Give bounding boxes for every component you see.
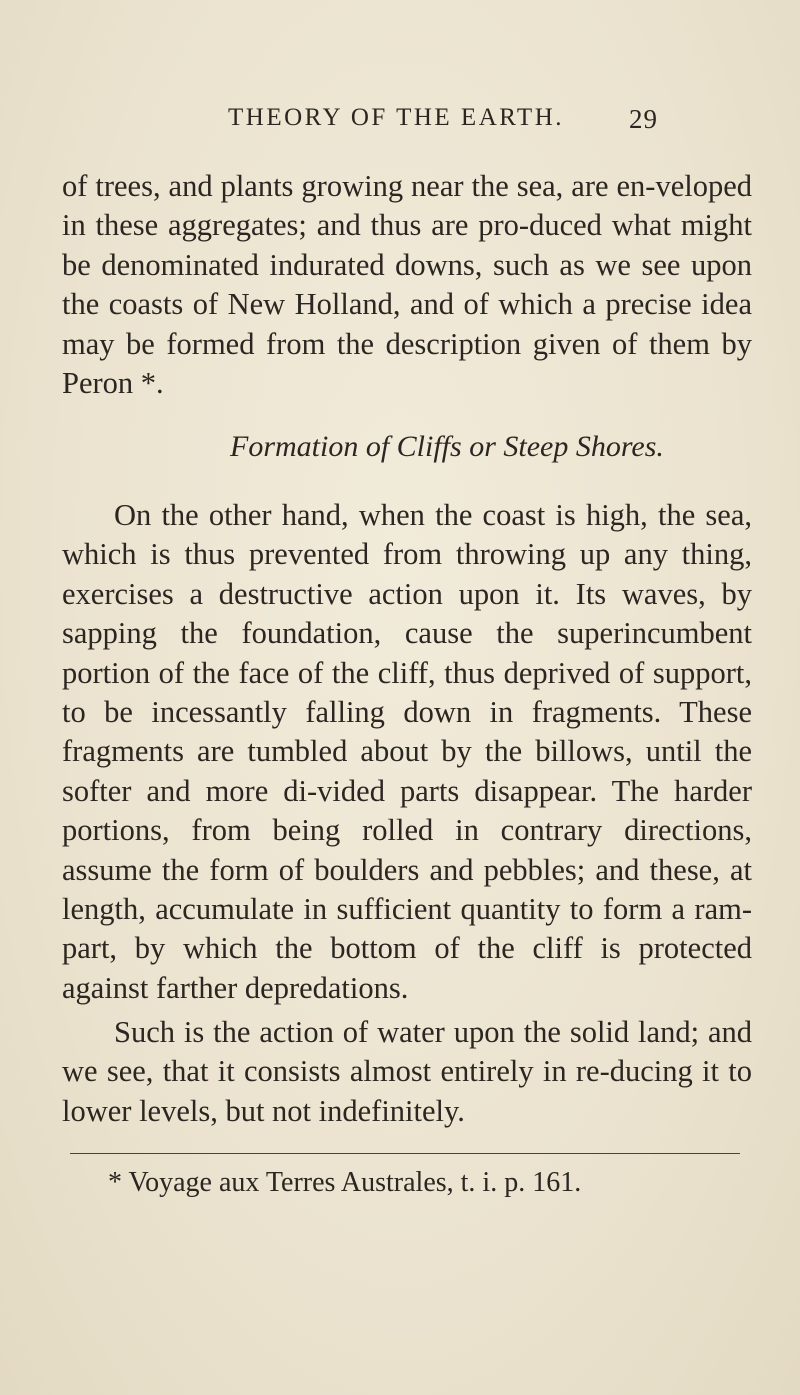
footnote: * Voyage aux Terres Australes, t. i. p. 161. <box>108 1167 582 1198</box>
paragraph-action-of-water: Such is the action of water upon the solid land; and we see, that it consists almost entirely in re-ducing it to lower levels, but not indefinitely. <box>62 1015 752 1128</box>
footnote-rule <box>70 1153 740 1154</box>
running-title: THEORY OF THE EARTH. <box>228 104 564 131</box>
running-head <box>228 104 658 140</box>
paragraph-continued: of trees, and plants growing near the sea, are en-veloped in these aggregates; and thus are pro-duced what might be denominated indurated downs, such as we see upon the coasts of New Holland, and of which a precise idea may be formed from the description given of them by Peron *. <box>62 169 752 401</box>
paragraph-cliffs: On the other hand, when the coast is high, the sea, which is thus prevented from throwing up any thing, exercises a destructive action upon it. Its waves, by sapping the foundation, cause the superincumbent portion of the face of the cliff, thus deprived of support, to be incessantly falling down in fragments. These fragments are tumbled about by the billows, until the softer and more di-vided parts disappear. The harder portions, from being rolled in contrary directions, assume the form of boulders and pebbles; and these, at length, accumulate in sufficient quantity to form a ram-part, by which the bottom of the cliff is protected against farther depredations. <box>62 498 752 1005</box>
section-heading: Formation of Cliffs or Steep Shores. <box>230 430 664 463</box>
page-number: 29 <box>629 104 658 134</box>
